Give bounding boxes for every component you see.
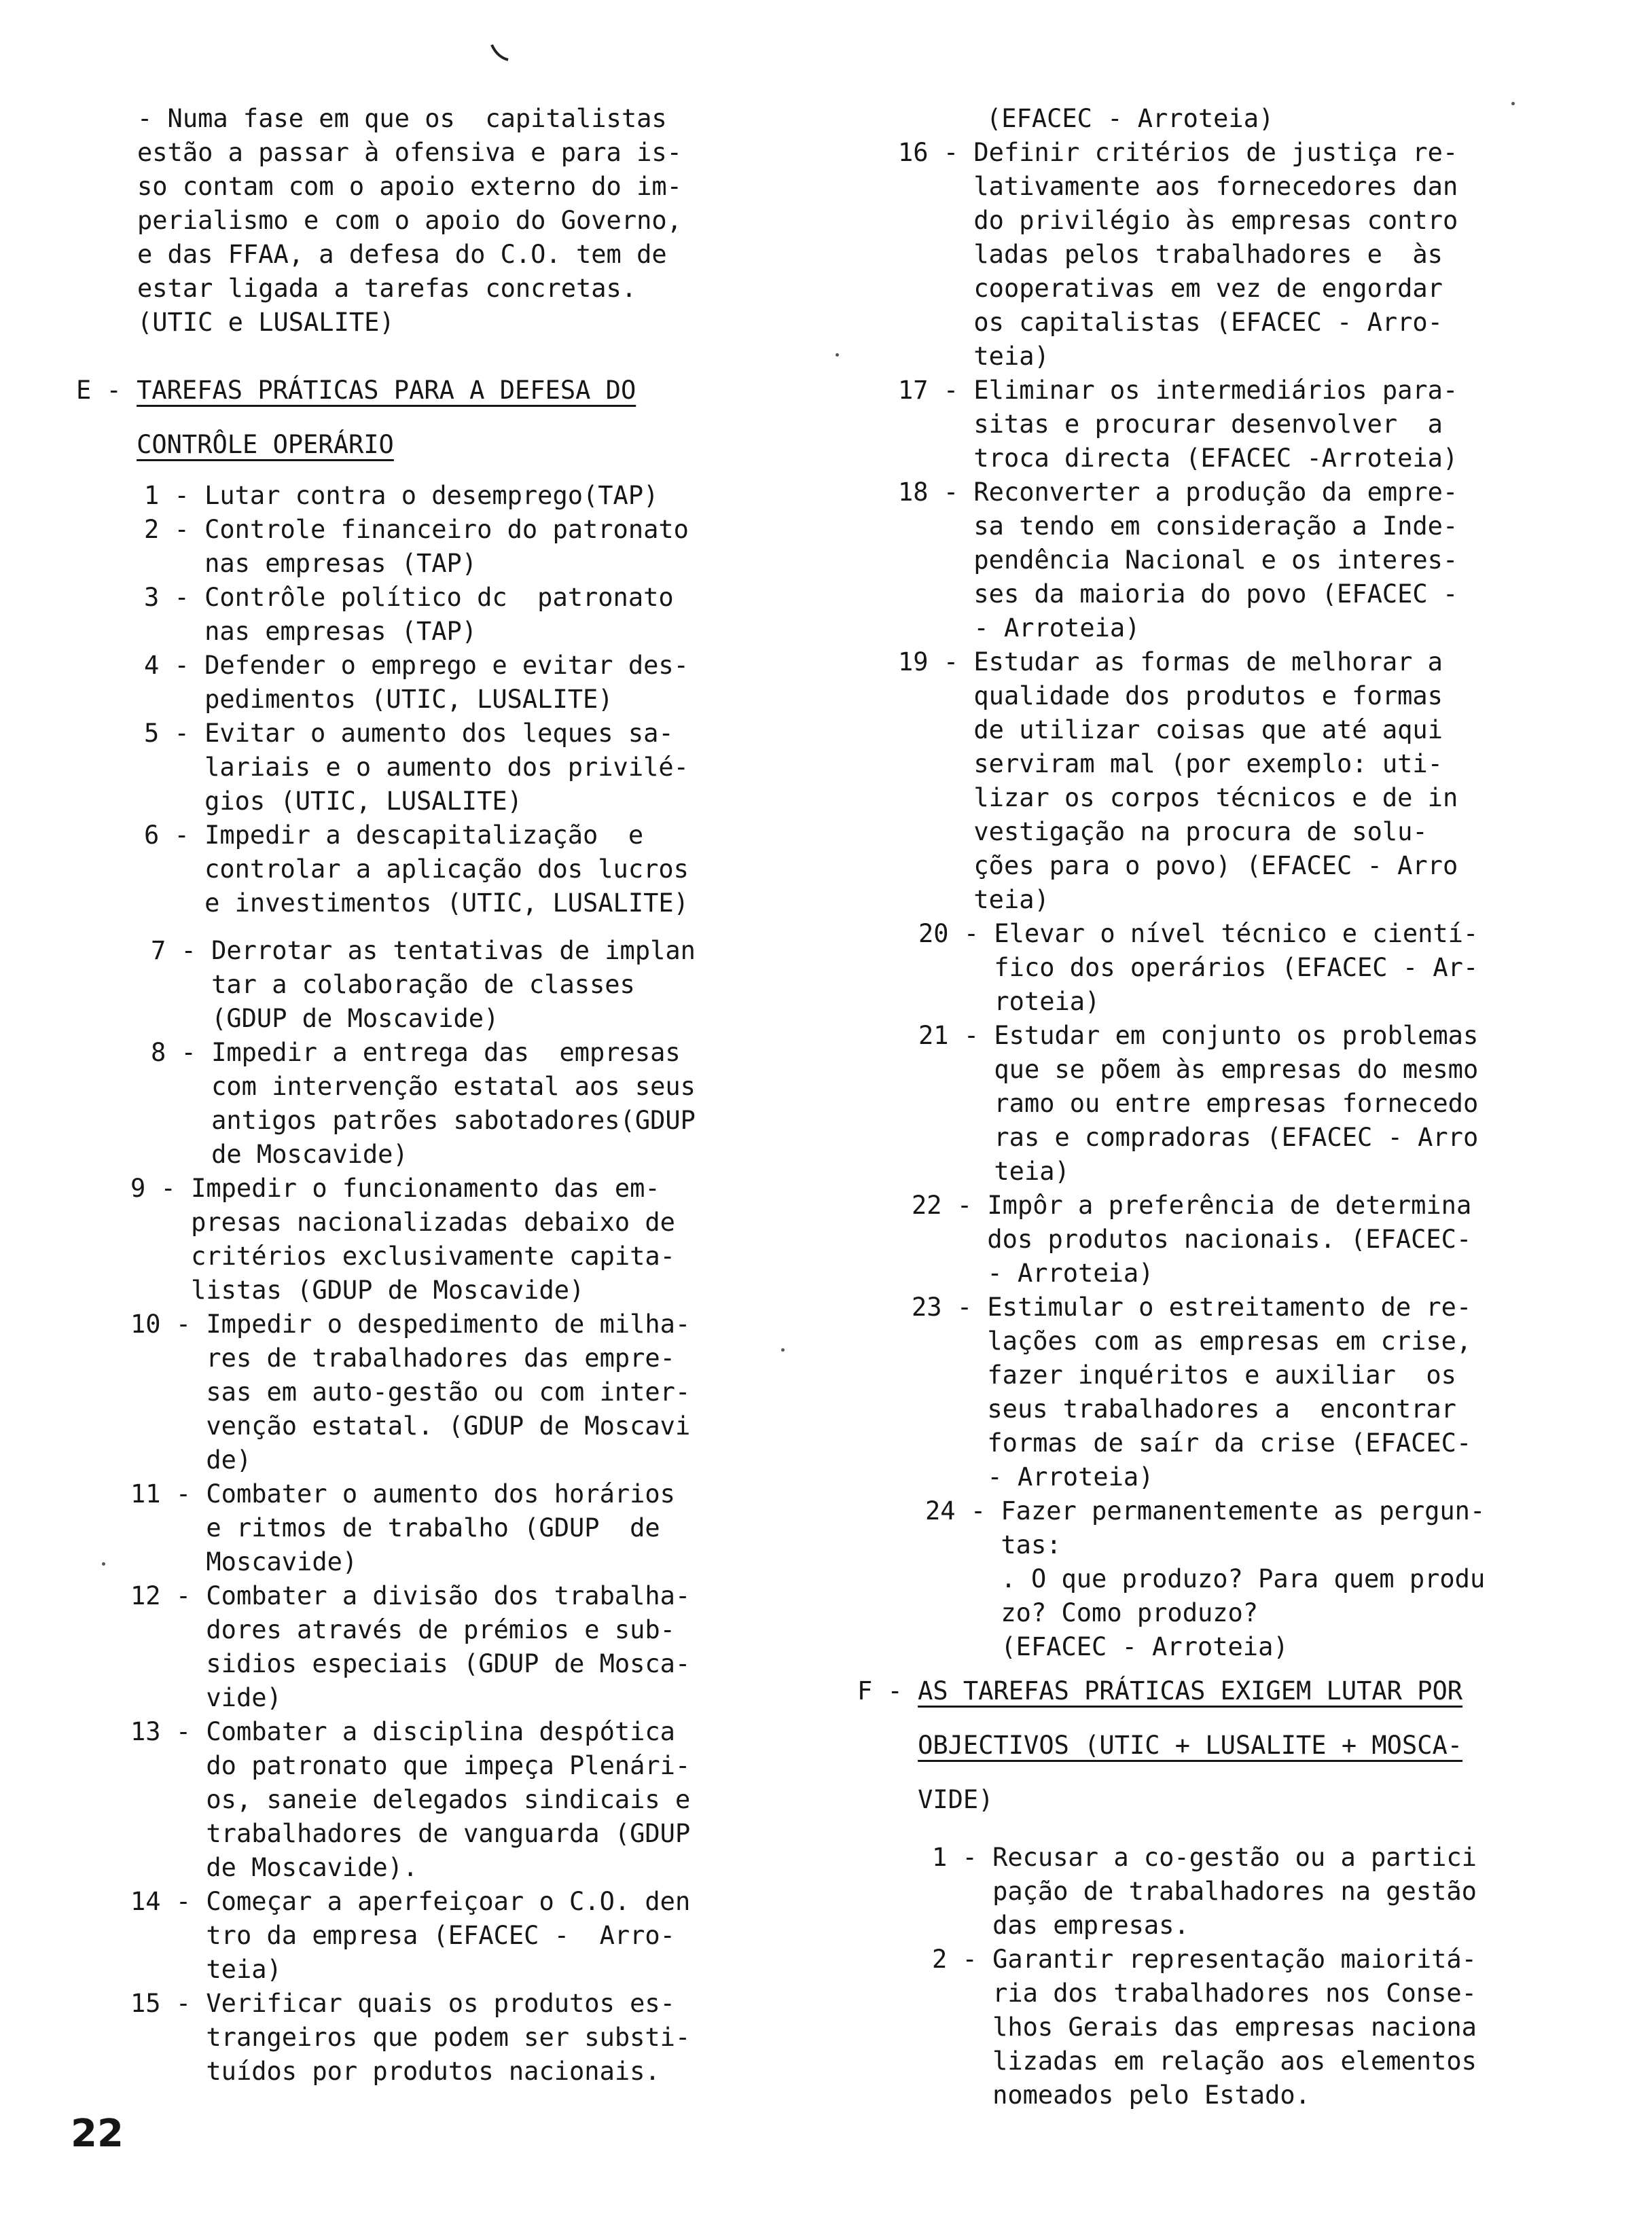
list-item [898,645,1591,917]
text-line: res de trabalhadores das empre- [206,1344,675,1373]
text-line: Começar a aperfeiçoar o C.O. den [206,1887,691,1916]
list-item [130,1172,823,1308]
list-item [144,649,837,717]
item-text [973,645,1591,917]
text-line: (EFACEC - Arroteia) [1001,1632,1289,1661]
text-line: Impedir a descapitalização e [204,821,644,850]
text-line: qualidade dos produtos e formas [973,681,1443,710]
item-text [211,934,844,1036]
item-text [204,649,837,717]
text-line: ria dos trabalhadores nos Conse- [992,1979,1477,2008]
item-label: 17 - [898,376,974,405]
list-item [932,1841,1625,1943]
text-line: Reconverter a produção da empre- [973,477,1458,507]
text-line: . O que produzo? Para quem produ [1001,1564,1486,1593]
text-line: tar a colaboração de classes [211,970,635,999]
item-label: 11 - [130,1479,206,1509]
text-line: e ritmos de trabalho (GDUP de [206,1513,660,1543]
text-line: Garantir representação maioritá- [992,1945,1477,1974]
text-line: Impedir o despedimento de milha- [206,1310,691,1339]
text-line: roteia) [994,987,1100,1016]
text-line: dores através de prémios e sub- [206,1615,675,1644]
text-line: Derrotar as tentativas de implan [211,936,696,965]
text-line: de Moscavide). [206,1853,418,1882]
item-label: E - [76,376,137,405]
text-line: dos produtos nacionais. (EFACEC- [987,1225,1472,1254]
item-text [206,1579,823,1715]
text-line: vestigação na procura de solu- [973,817,1428,846]
item-label: 2 - [932,1945,993,1974]
text-line: lhos Gerais das empresas naciona [992,2013,1477,2042]
text-line: Estimular o estreitamento de re- [987,1293,1472,1322]
text-line: com intervenção estatal aos seus [211,1072,696,1101]
text-line: de utilizar coisas que até aqui [973,715,1443,744]
text-line: estão a passar à ofensiva e para is- [137,138,682,167]
list-item [918,1019,1611,1189]
text-line: seus trabalhadores a encontrar [987,1394,1456,1424]
item-text [987,1291,1604,1494]
text-line: zo? Como produzo? [1001,1598,1259,1627]
text-line: cooperativas em vez de engordar [973,274,1443,303]
page-number: 22 [71,2112,124,2156]
item-text [918,1674,1550,1817]
item-label: 21 - [918,1021,994,1050]
text-line: ses da maioria do povo (EFACEC - [973,579,1458,609]
list-item [918,917,1611,1019]
item-label: 1 - [144,481,205,510]
text-line: ramo ou entre empresas fornecedo [994,1089,1479,1118]
text-line: tas: [1001,1530,1062,1560]
list-item [130,1885,823,1987]
item-label: F - [857,1676,918,1706]
list-item [144,479,837,513]
text-line: nas empresas (TAP) [204,617,478,646]
item-label: 10 - [130,1310,206,1339]
list-item [144,581,837,649]
text-line: fico dos operários (EFACEC - Ar- [994,953,1479,982]
item-label: 1 - [932,1843,993,1872]
item-label: 4 - [144,651,205,680]
text-line: sidios especiais (GDUP de Mosca- [206,1649,691,1678]
text-line: VIDE) [918,1785,994,1814]
item-label: 16 - [898,138,974,167]
text-line: gios (UTIC, LUSALITE) [204,787,522,816]
text-line: perialismo e com o apoio do Governo, [137,206,682,235]
pen-mark [490,42,511,62]
text-line: das empresas. [992,1911,1189,1940]
item-label: 23 - [912,1293,988,1322]
list-item [130,1579,823,1715]
text-line: do privilégio às empresas contro [973,206,1458,235]
text-line: Lutar contra o desemprego(TAP) [204,481,659,510]
list-item [932,1943,1625,2112]
text-line: Combater a divisão dos trabalha- [206,1581,691,1610]
text-line: teia) [206,1955,282,1984]
item-label: 9 - [130,1174,192,1203]
text-line: Evitar o aumento dos leques sa- [204,719,674,748]
list-item [912,1189,1604,1291]
list-item [925,1494,1618,1664]
text-line: controlar a aplicação dos lucros [204,854,689,884]
text-line: venção estatal. (GDUP de Moscavi [206,1411,691,1441]
item-label: 6 - [144,821,205,850]
text-line: serviram mal (por exemplo: uti- [973,749,1443,778]
item-text [973,374,1591,475]
text-line: (UTIC e LUSALITE) [137,308,395,337]
text-line: os capitalistas (EFACEC - Arro- [973,308,1443,337]
text-line: listas (GDUP de Moscavide) [191,1276,585,1305]
item-text [204,479,837,513]
text-line: Fazer permanentemente as pergun- [1001,1496,1486,1526]
list-item [151,934,844,1036]
text-line: tro da empresa (EFACEC - Arro- [206,1921,675,1950]
item-text [986,102,1652,136]
item-label: 15 - [130,1989,206,2018]
item-text [992,1943,1625,2112]
item-text [206,1885,823,1987]
text-line: que se põem às empresas do mesmo [994,1055,1479,1084]
text-line: fazer inquéritos e auxiliar os [987,1360,1456,1390]
text-line: Verificar quais os produtos es- [206,1989,675,2018]
item-text [992,1841,1625,1943]
text-line: estar ligada a tarefas concretas. [137,274,637,303]
text-line: tuídos por produtos nacionais. [206,2057,660,2086]
item-text [204,717,837,818]
text-line: ladas pelos trabalhadores e às [973,240,1443,269]
text-line: - Arroteia) [987,1259,1154,1288]
item-text [204,513,837,581]
item-text [206,1987,823,2089]
item-text [206,1308,823,1477]
list-item [130,1308,823,1477]
text-line: sas em auto-gestão ou com inter- [206,1377,691,1407]
list-item [898,136,1591,374]
item-text [137,374,769,482]
text-line: - Arroteia) [973,613,1141,643]
item-text [994,917,1611,1019]
text-line: vide) [206,1683,282,1712]
list-item [144,717,837,818]
text-line: do patronato que impeça Plenári- [206,1751,691,1780]
section-heading [76,374,769,482]
text-line: pendência Nacional e os interes- [973,545,1458,575]
paragraph [986,102,1652,136]
text-line: AS TAREFAS PRÁTICAS EXIGEM LUTAR POR [918,1676,1463,1706]
item-text [973,136,1591,374]
text-line: Eliminar os intermediários para- [973,376,1458,405]
text-line: Estudar em conjunto os problemas [994,1021,1479,1050]
list-item [144,818,837,920]
text-line: Contrôle político dc patronato [204,583,674,612]
speck [1511,102,1515,105]
item-label: 2 - [144,515,205,544]
item-text [973,475,1591,645]
text-line: formas de saír da crise (EFACEC- [987,1428,1472,1458]
item-text [206,1715,823,1885]
text-line: lativamente aos fornecedores dan [973,172,1458,201]
item-text [211,1036,844,1172]
text-line: Definir critérios de justiça re- [973,138,1458,167]
text-line: lariais e o aumento dos privilé- [204,753,689,782]
text-line: pedimentos (UTIC, LUSALITE) [204,685,613,714]
paragraph [137,102,830,340]
text-line: - Arroteia) [987,1462,1154,1492]
item-label: 14 - [130,1887,206,1916]
list-item [144,513,837,581]
list-item [912,1291,1604,1494]
text-line: nomeados pelo Estado. [992,2080,1310,2110]
item-label: 20 - [918,919,994,948]
text-line: critérios exclusivamente capita- [191,1242,675,1271]
item-text [1001,1494,1618,1664]
list-item [130,1987,823,2089]
item-label: 13 - [130,1717,206,1746]
speck [836,353,839,357]
item-label: 3 - [144,583,205,612]
text-line: sitas e procurar desenvolver a [973,410,1443,439]
text-line: ras e compradoras (EFACEC - Arro [994,1123,1479,1152]
text-line: Combater o aumento dos horários [206,1479,675,1509]
text-line: trabalhadores de vanguarda (GDUP [206,1819,691,1848]
text-line: (EFACEC - Arroteia) [986,104,1274,133]
text-line: lizadas em relação aos elementos [992,2047,1477,2076]
item-label: 7 - [151,936,212,965]
text-line: lações com as empresas em crise, [987,1327,1472,1356]
speck [102,1562,105,1566]
text-line: so contam com o apoio externo do im- [137,172,682,201]
text-line: pação de trabalhadores na gestão [992,1877,1477,1906]
item-label: 18 - [898,477,974,507]
item-text [204,581,837,649]
text-line: OBJECTIVOS (UTIC + LUSALITE + MOSCA- [918,1731,1463,1760]
text-line: (GDUP de Moscavide) [211,1004,499,1033]
text-line: lizar os corpos técnicos e de in [973,783,1458,812]
list-item [898,374,1591,475]
list-item [130,1715,823,1885]
text-line: Impedir o funcionamento das em- [191,1174,660,1203]
text-line: e das FFAA, a defesa do C.O. tem de [137,240,667,269]
speck [781,1348,785,1352]
text-line: CONTRÔLE OPERÁRIO [137,430,394,459]
item-text [137,102,830,340]
item-text [191,1172,823,1308]
text-line: trangeiros que podem ser substi- [206,2023,691,2052]
text-line: Elevar o nível técnico e cientí- [994,919,1479,948]
text-line: e investimentos (UTIC, LUSALITE) [204,888,689,918]
text-line: Impedir a entrega das empresas [211,1038,681,1067]
section-heading [857,1674,1550,1817]
item-label: 5 - [144,719,205,748]
text-line: Moscavide) [206,1547,358,1576]
text-line: teia) [973,885,1049,914]
text-line: de Moscavide) [211,1140,408,1169]
list-item [130,1477,823,1579]
text-line: ções para o povo) (EFACEC - Arro [973,851,1458,880]
list-item [151,1036,844,1172]
text-line: TAREFAS PRÁTICAS PARA A DEFESA DO [137,376,636,405]
text-line: presas nacionalizadas debaixo de [191,1208,675,1237]
item-label: 8 - [151,1038,212,1067]
text-line: de) [206,1445,252,1475]
text-line: - Numa fase em que os capitalistas [137,104,667,133]
text-line: troca directa (EFACEC -Arroteia) [973,444,1458,473]
text-line: nas empresas (TAP) [204,549,478,578]
text-line: Estudar as formas de melhorar a [973,647,1443,677]
text-line: teia) [994,1157,1070,1186]
item-label: 22 - [912,1191,988,1220]
text-line: teia) [973,342,1049,371]
item-text [987,1189,1604,1291]
text-line: Impôr a preferência de determina [987,1191,1472,1220]
text-line: Controle financeiro do patronato [204,515,689,544]
item-label: 12 - [130,1581,206,1610]
item-text [206,1477,823,1579]
text-line: Recusar a co-gestão ou a partici [992,1843,1477,1872]
list-item [898,475,1591,645]
text-line: os, saneie delegados sindicais e [206,1785,691,1814]
item-text [994,1019,1611,1189]
text-line: antigos patrões sabotadores(GDUP [211,1106,696,1135]
text-line: sa tendo em consideração a Inde- [973,511,1458,541]
item-label: 24 - [925,1496,1001,1526]
item-label: 19 - [898,647,974,677]
item-text [204,818,837,920]
text-line: Defender o emprego e evitar des- [204,651,689,680]
text-line: Combater a disciplina despótica [206,1717,675,1746]
